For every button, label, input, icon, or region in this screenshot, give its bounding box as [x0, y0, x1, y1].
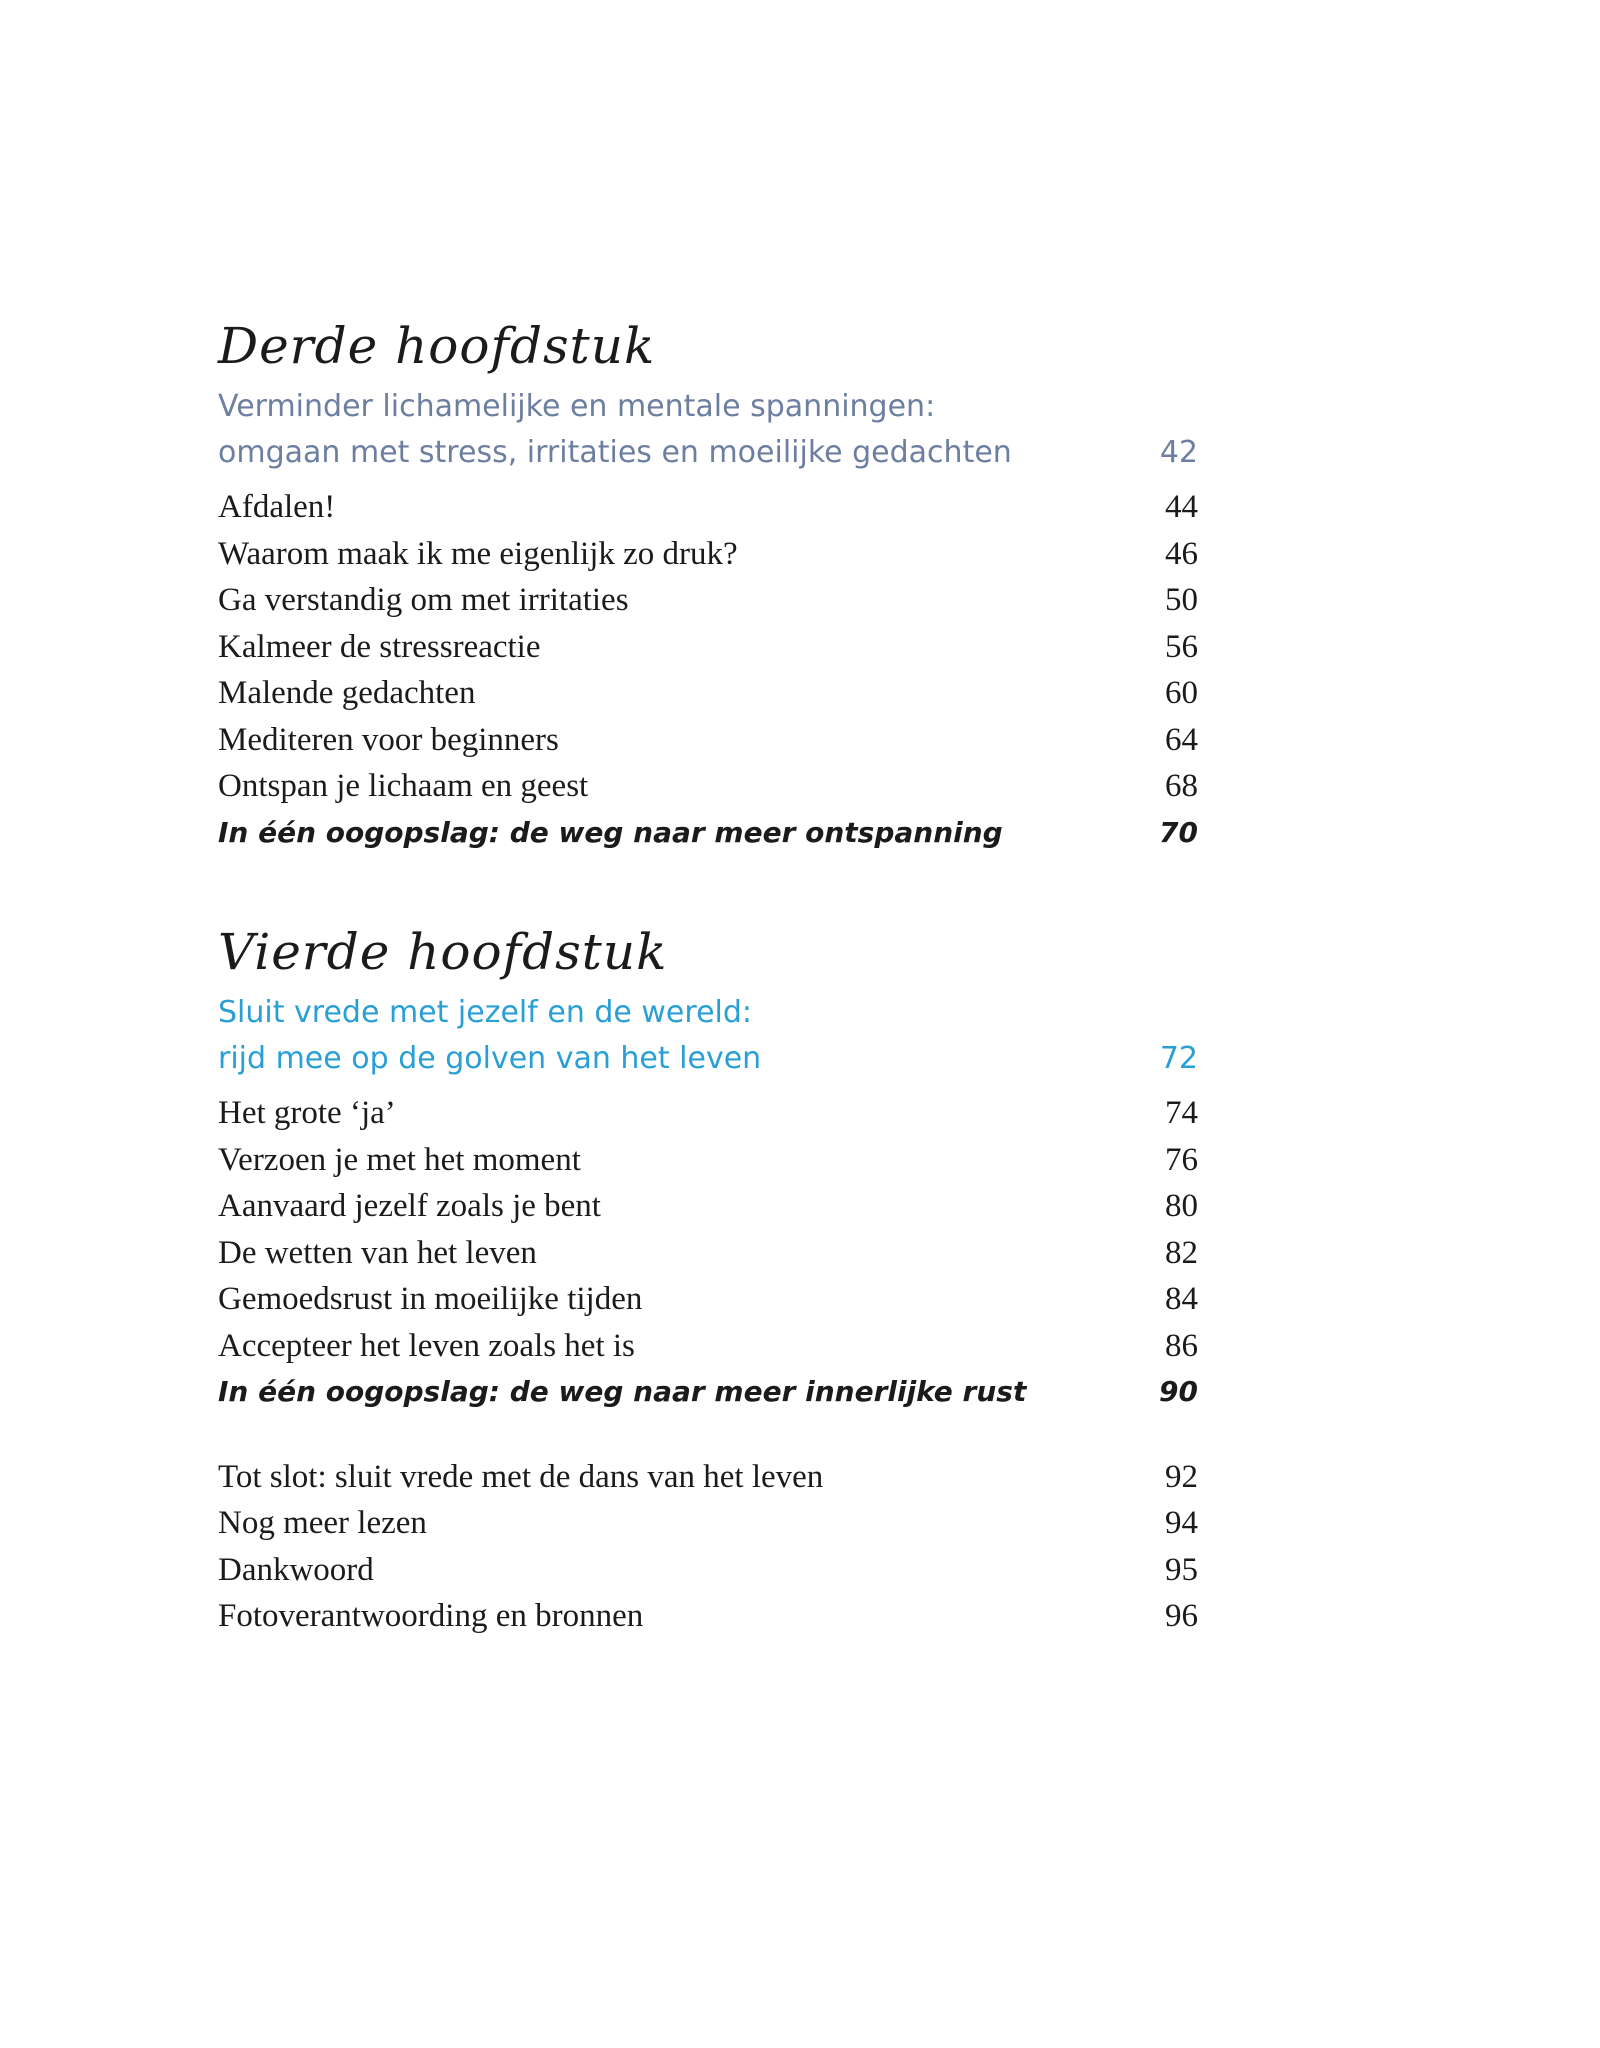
page-number: 72 [1159, 1041, 1198, 1076]
toc-entry [218, 531, 1198, 578]
entry-title: Accepteer het leven zoals het is [218, 1327, 635, 1364]
entry-title: Nog meer lezen [218, 1505, 427, 1541]
chapter-4-heading: Vierde hoofdstuk [218, 923, 668, 981]
page-number: 86 [1165, 1327, 1198, 1364]
page-number: 64 [1165, 721, 1198, 758]
entry-title: In één oogopslag: de weg naar meer innerlijke rust [218, 1375, 1027, 1408]
toc-entry [218, 484, 1198, 531]
subtitle-text: Verminder lichamelijke en mentale spanningen: [218, 389, 936, 424]
toc-entry [218, 1323, 1198, 1370]
toc-summary-entry [218, 1369, 1198, 1416]
entry-title: In één oogopslag: de weg naar meer ontspanning [218, 815, 1003, 849]
page-number: 95 [1165, 1551, 1198, 1588]
toc-entry [218, 1230, 1198, 1277]
page-number: 50 [1165, 582, 1198, 618]
entry-title: Mediteren voor beginners [218, 721, 559, 758]
page-number: 90 [1159, 1375, 1198, 1408]
page-number: 84 [1165, 1281, 1198, 1317]
toc-entry [218, 1090, 1198, 1137]
entry-title: Het grote ‘ja’ [218, 1095, 396, 1131]
toc-entry [218, 577, 1198, 624]
subtitle-text: Sluit vrede met jezelf en de wereld: [218, 995, 753, 1030]
entry-title: Dankwoord [218, 1551, 374, 1588]
entry-title: Afdalen! [218, 489, 336, 525]
page-number: 70 [1159, 815, 1198, 849]
chapter-3-subtitle-line-2 [218, 430, 1198, 476]
toc-entry [218, 763, 1198, 810]
page-number: 42 [1159, 435, 1198, 470]
table-of-contents [218, 310, 1198, 1640]
page-number: 82 [1165, 1234, 1198, 1271]
page-number: 46 [1165, 535, 1198, 572]
page-number: 60 [1165, 675, 1198, 711]
entry-title: Gemoedsrust in moeilijke tijden [218, 1281, 643, 1317]
entry-title: Kalmeer de stressreactie [218, 628, 541, 665]
toc-entry [218, 1137, 1198, 1184]
chapter-4-subtitle-line-1 [218, 990, 1198, 1036]
page-number: 96 [1165, 1598, 1198, 1634]
page-number: 76 [1165, 1141, 1198, 1178]
entry-title: Ontspan je lichaam en geest [218, 768, 589, 804]
subtitle-text: omgaan met stress, irritaties en moeilijke gedachten [218, 435, 1012, 470]
entry-title: Fotoverantwoording en bronnen [218, 1598, 644, 1634]
toc-entry [218, 717, 1198, 764]
entry-title: Tot slot: sluit vrede met de dans van het leven [218, 1458, 824, 1495]
chapter-4-section [218, 916, 1198, 1416]
toc-entry [218, 1500, 1198, 1547]
chapter-3-subtitle [218, 384, 1198, 476]
entry-title: Malende gedachten [218, 675, 476, 711]
chapter-4-subtitle-line-2 [218, 1036, 1198, 1082]
toc-entry [218, 670, 1198, 717]
chapter-4-subtitle [218, 990, 1198, 1082]
page-number: 80 [1165, 1188, 1198, 1224]
page-number: 74 [1165, 1095, 1198, 1131]
toc-entry [218, 1593, 1198, 1640]
backmatter-section [218, 1454, 1198, 1640]
entry-title: Waarom maak ik me eigenlijk zo druk? [218, 535, 738, 572]
toc-entry [218, 624, 1198, 671]
toc-entry [218, 1454, 1198, 1501]
subtitle-text: rijd mee op de golven van het leven [218, 1041, 762, 1076]
toc-entry [218, 1547, 1198, 1594]
toc-entry [218, 1276, 1198, 1323]
entry-title: Verzoen je met het moment [218, 1141, 581, 1178]
chapter-3-section [218, 310, 1198, 856]
entry-title: Aanvaard jezelf zoals je bent [218, 1188, 601, 1224]
page-number: 56 [1165, 628, 1198, 665]
page-number: 68 [1165, 768, 1198, 804]
page-number: 94 [1165, 1505, 1198, 1541]
toc-entry [218, 1183, 1198, 1230]
page-number: 44 [1165, 489, 1198, 525]
toc-summary-entry [218, 810, 1198, 857]
chapter-3-heading: Derde hoofdstuk [218, 317, 656, 375]
chapter-3-subtitle-line-1 [218, 384, 1198, 430]
page-number: 92 [1165, 1458, 1198, 1495]
entry-title: De wetten van het leven [218, 1234, 537, 1271]
entry-title: Ga verstandig om met irritaties [218, 582, 629, 618]
